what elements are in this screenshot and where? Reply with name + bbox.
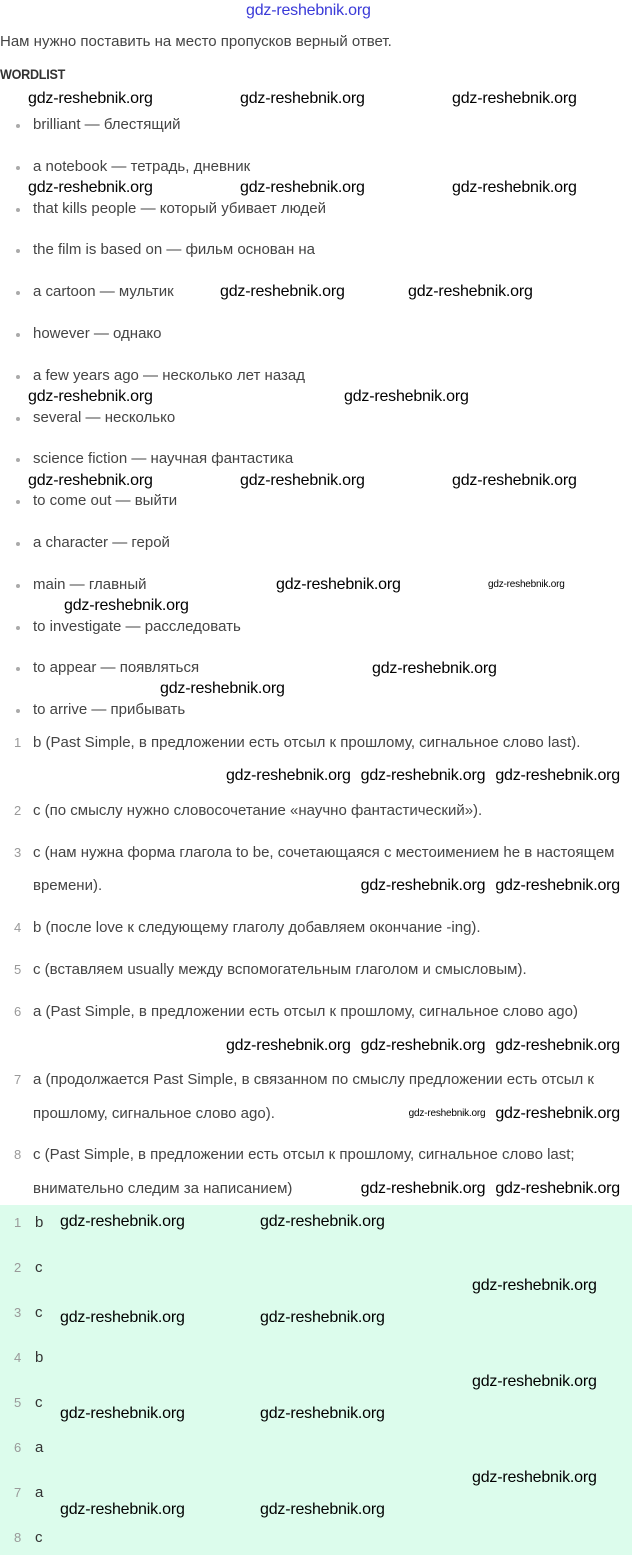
answer-value: c [35, 1394, 43, 1412]
wordlist-item: a notebook — тетрадь, дневник [0, 146, 326, 188]
watermark: gdz-reshebnik.org [495, 1104, 620, 1122]
watermark: gdz-reshebnik.org [160, 680, 285, 697]
watermark: gdz-reshebnik.org [488, 579, 565, 590]
item-number: 7 [14, 1072, 22, 1088]
watermark: gdz-reshebnik.org [60, 1213, 185, 1231]
watermark: gdz-reshebnik.org [260, 1309, 385, 1327]
explanation-text: b (после love к следующему глаголу добавляем окончание -ing). [33, 919, 481, 937]
wordlist-item: main — главный [0, 564, 326, 606]
lower-section [0, 726, 632, 1555]
watermark: gdz-reshebnik.org [28, 90, 153, 107]
explanation-text: c (нам нужна форма глагола to be, сочетающаяся с местоимением he в настоящем времени). [33, 843, 615, 895]
item-number: 6 [14, 1440, 22, 1456]
intro-text: Нам нужно поставить на место пропусков верный ответ. [0, 33, 392, 50]
item-number: 7 [14, 1485, 22, 1501]
explanation-item [0, 1138, 620, 1205]
answer-row [0, 1526, 43, 1550]
item-number: 3 [14, 1305, 22, 1321]
explanation-item [0, 953, 620, 986]
item-number: 6 [14, 1004, 22, 1020]
explanation-item [0, 794, 620, 827]
wordlist-item: a few years ago — несколько лет назад [0, 355, 326, 397]
watermark: gdz-reshebnik.org [372, 660, 497, 677]
item-number: 4 [14, 1350, 22, 1366]
wordlist [0, 104, 326, 731]
item-number: 1 [14, 1215, 22, 1231]
answer-row [0, 1346, 44, 1370]
answer-value: b [35, 1214, 44, 1232]
wordlist-item: to arrive — прибывать [0, 689, 326, 731]
watermark: gdz-reshebnik.org [452, 472, 577, 489]
watermark: gdz-reshebnik.org [360, 1179, 486, 1197]
watermark: gdz-reshebnik.org [360, 877, 486, 895]
watermark: gdz-reshebnik.org [225, 767, 351, 785]
watermark: gdz-reshebnik.org [28, 472, 153, 489]
watermark: gdz-reshebnik.org [495, 1179, 620, 1197]
watermark: gdz-reshebnik.org [60, 1405, 185, 1423]
explanations-list [0, 726, 620, 1205]
answer-row [0, 1211, 44, 1235]
watermark: gdz-reshebnik.org [495, 767, 620, 785]
watermark: gdz-reshebnik.org [60, 1309, 185, 1327]
item-number: 3 [14, 844, 22, 860]
watermark: gdz-reshebnik.org [472, 1373, 597, 1391]
watermark: gdz-reshebnik.org [472, 1277, 597, 1295]
watermark: gdz-reshebnik.org [28, 388, 153, 405]
answer-row [0, 1301, 43, 1325]
wordlist-item: that kills people — который убивает людей [0, 188, 326, 230]
wordlist-item: however — однако [0, 313, 326, 355]
watermark: gdz-reshebnik.org [260, 1405, 385, 1423]
wordlist-item: to appear — появляться [0, 647, 326, 689]
explanation-text: c (по смыслу нужно словосочетание «научно фантастический»). [33, 801, 483, 819]
item-number: 2 [14, 802, 22, 818]
watermark: gdz-reshebnik.org [260, 1213, 385, 1231]
explanation-text: a (Past Simple, в предложении есть отсыл к прошлому, сигнальное слово ago) [33, 1003, 578, 1021]
item-number: 2 [14, 1260, 22, 1276]
answer-value: a [35, 1484, 44, 1502]
watermark: gdz-reshebnik.org [225, 1036, 351, 1054]
answer-row [0, 1391, 43, 1415]
item-number: 1 [14, 735, 22, 750]
item-number: 8 [14, 1530, 22, 1546]
watermark: gdz-reshebnik.org [260, 1501, 385, 1519]
answers-panel [0, 1205, 632, 1555]
watermark-header: gdz-reshebnik.org [246, 2, 371, 19]
wordlist-item: several — несколько [0, 397, 326, 439]
watermark: gdz-reshebnik.org [495, 1036, 620, 1054]
watermark: gdz-reshebnik.org [472, 1469, 597, 1487]
explanation-text: b (Past Simple, в предложении есть отсыл к прошлому, сигнальное слово last). [33, 734, 581, 751]
watermark: gdz-reshebnik.org [408, 1107, 486, 1119]
answer-value: c [35, 1304, 43, 1322]
item-number: 5 [14, 962, 22, 978]
watermark: gdz-reshebnik.org [452, 90, 577, 107]
watermark: gdz-reshebnik.org [64, 597, 189, 614]
wordlist-item: a cartoon — мультик [0, 271, 326, 313]
answer-row [0, 1436, 44, 1460]
watermark: gdz-reshebnik.org [60, 1501, 185, 1519]
answer-value: c [35, 1529, 43, 1547]
wordlist-item: to come out — выйти [0, 480, 326, 522]
answer-row [0, 1481, 44, 1505]
explanation-item [0, 836, 620, 903]
wordlist-item: to investigate — расследовать [0, 606, 326, 648]
watermark: gdz-reshebnik.org [495, 877, 620, 895]
wordlist-item: the film is based on — фильм основан на [0, 229, 326, 271]
answer-row [0, 1256, 43, 1280]
explanation-item [0, 726, 620, 785]
watermark: gdz-reshebnik.org [360, 1036, 486, 1054]
item-number: 5 [14, 1395, 22, 1411]
explanation-item [0, 911, 620, 944]
item-number: 8 [14, 1147, 22, 1163]
watermark: gdz-reshebnik.org [240, 179, 365, 196]
watermark: gdz-reshebnik.org [28, 179, 153, 196]
answer-value: b [35, 1349, 44, 1367]
wordlist-item: a character — герой [0, 522, 326, 564]
answer-value: c [35, 1259, 43, 1277]
answer-value: a [35, 1439, 44, 1457]
watermark: gdz-reshebnik.org [240, 90, 365, 107]
wordlist-heading: WORDLIST [0, 66, 66, 82]
wordlist-item: science fiction — научная фантастика [0, 438, 326, 480]
watermark: gdz-reshebnik.org [276, 576, 401, 593]
item-number: 4 [14, 920, 22, 936]
watermark: gdz-reshebnik.org [344, 388, 469, 405]
explanation-item [0, 1063, 620, 1130]
wordlist-item: brilliant — блестящий [0, 104, 326, 146]
explanation-text: a (продолжается Past Simple, в связанном по смыслу предложении есть отсыл к прошлому, сигнальное слово ago). [33, 1071, 594, 1122]
watermark: gdz-reshebnik.org [408, 283, 533, 300]
watermark: gdz-reshebnik.org [240, 472, 365, 489]
explanation-text: c (вставляем usually между вспомогательным глаголом и смысловым). [33, 961, 527, 979]
explanation-text: c (Past Simple, в предложении есть отсыл к прошлому, сигнальное слово last; внимательно следим за написанием) [33, 1146, 575, 1197]
explanation-item [0, 995, 620, 1054]
watermark: gdz-reshebnik.org [452, 179, 577, 196]
watermark: gdz-reshebnik.org [360, 767, 486, 785]
watermark: gdz-reshebnik.org [220, 283, 345, 300]
